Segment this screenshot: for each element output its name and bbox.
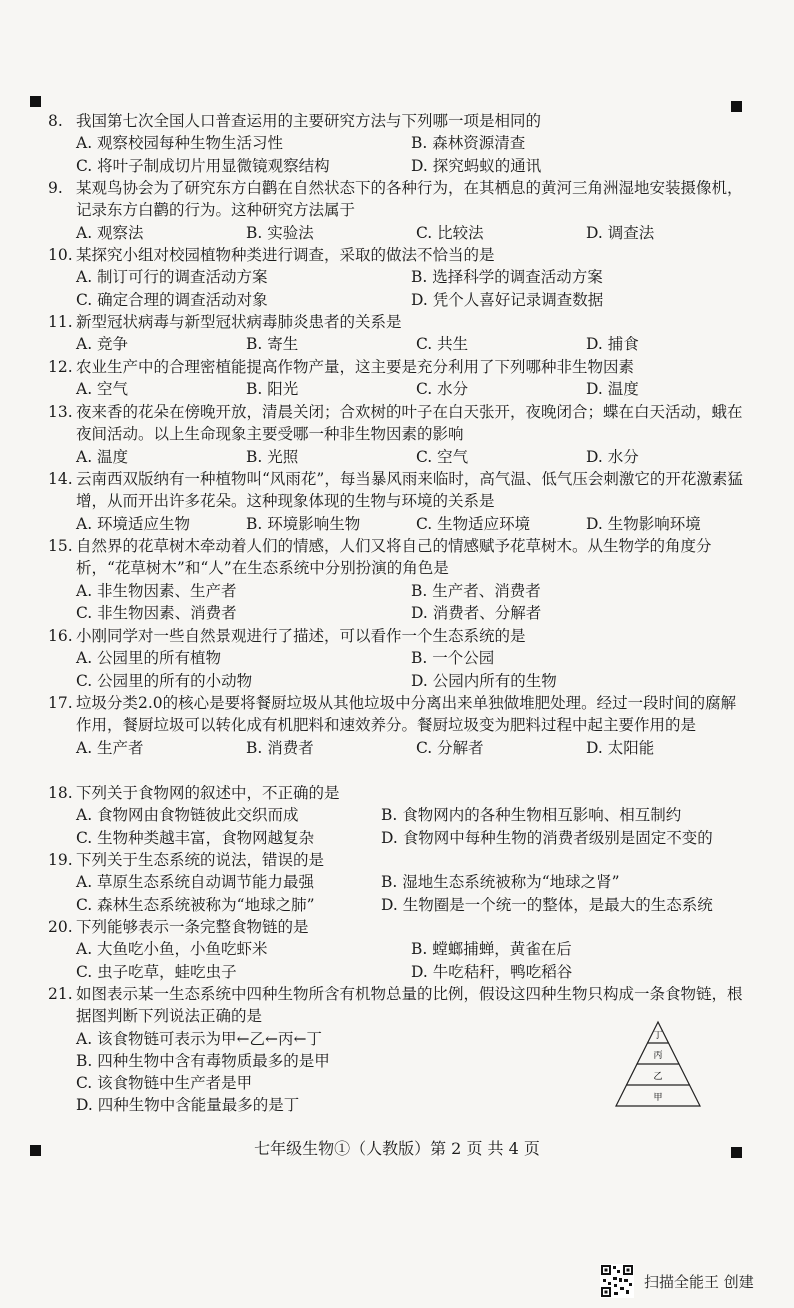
option-b: B. 消费者 bbox=[246, 738, 314, 757]
question-stem: 自然界的花草树木牵动着人们的情感，人们又将自己的情感赋予花草树木。从生物学的角度分析，“花草树木”和“人”在生态系统中分别扮演的角色是 bbox=[76, 537, 712, 578]
question-number: 19. bbox=[48, 851, 73, 869]
option-c: C. 共生 bbox=[416, 335, 469, 354]
option-a: A. 非生物因素、生产者 bbox=[76, 581, 237, 600]
question-stem: 某观鸟协会为了研究东方白鹳在自然状态下的各种行为，在其栖息的黄河三角洲湿地安装摄像机，记录东方白鹳的行为。这种研究方法属于 bbox=[76, 179, 743, 220]
question-11 bbox=[48, 311, 748, 356]
option-d: D. 生物影响环境 bbox=[586, 514, 701, 533]
option-d: D. 生物圈是一个统一的整体，是最大的生态系统 bbox=[381, 895, 713, 914]
pyramid-label-yi: 乙 bbox=[653, 1072, 663, 1082]
registration-mark-top-left bbox=[30, 96, 41, 107]
option-c: C. 非生物因素、消费者 bbox=[76, 603, 237, 622]
option-b: B. 食物网内的各种生物相互影响、相互制约 bbox=[381, 806, 682, 825]
option-c: C. 分解者 bbox=[416, 738, 484, 757]
question-number: 15. bbox=[48, 537, 73, 555]
option-a: A. 公园里的所有植物 bbox=[76, 649, 222, 668]
question-number: 10. bbox=[48, 246, 73, 264]
question-14 bbox=[48, 468, 748, 535]
option-b: B. 四种生物中含有毒物质最多的是甲 bbox=[76, 1051, 330, 1070]
option-b: B. 森林资源清查 bbox=[411, 134, 526, 153]
option-a: A. 大鱼吃小鱼，小鱼吃虾米 bbox=[76, 940, 268, 959]
option-d: D. 四种生物中含能量最多的是丁 bbox=[76, 1096, 300, 1115]
option-d: D. 捕食 bbox=[586, 335, 639, 354]
organic-matter-pyramid-figure bbox=[614, 1020, 702, 1108]
option-d: D. 探究蚂蚁的通讯 bbox=[411, 156, 542, 175]
question-stem: 云南西双版纳有一种植物叫“风雨花”，每当暴风雨来临时，高气温、低气压会刺激它的开花激素猛增，从而开出许多花朵。这种现象体现的生物与环境的关系是 bbox=[76, 470, 743, 511]
question-number: 21. bbox=[48, 985, 73, 1003]
pyramid-label-jia: 甲 bbox=[653, 1093, 663, 1103]
question-stem: 下列能够表示一条完整食物链的是 bbox=[76, 918, 309, 936]
scanner-stamp-text: 扫描全能王 创建 bbox=[644, 1272, 754, 1291]
pyramid-label-ding: 丁 bbox=[653, 1031, 663, 1041]
question-number: 16. bbox=[48, 627, 73, 645]
option-d: D. 牛吃秸秆，鸭吃稻谷 bbox=[411, 962, 573, 981]
question-stem: 我国第七次全国人口普查运用的主要研究方法与下列哪一项是相同的 bbox=[76, 112, 542, 130]
option-d: D. 食物网中每种生物的消费者级别是固定不变的 bbox=[381, 828, 713, 847]
option-c: C. 将叶子制成切片用显微镜观察结构 bbox=[76, 156, 330, 175]
question-number: 8. bbox=[48, 112, 63, 130]
qr-code-icon bbox=[600, 1264, 634, 1298]
option-d: D. 水分 bbox=[586, 447, 639, 466]
option-b: B. 螳螂捕蝉，黄雀在后 bbox=[411, 940, 572, 959]
question-13 bbox=[48, 401, 748, 468]
option-a: A. 生产者 bbox=[76, 738, 144, 757]
option-c: C. 空气 bbox=[416, 447, 469, 466]
option-b: B. 选择科学的调查活动方案 bbox=[411, 268, 603, 287]
option-a: A. 环境适应生物 bbox=[76, 514, 191, 533]
option-b: B. 湿地生态系统被称为“地球之肾” bbox=[381, 873, 620, 892]
question-number: 13. bbox=[48, 403, 73, 421]
question-18 bbox=[48, 782, 748, 849]
option-a: A. 草原生态系统自动调节能力最强 bbox=[76, 873, 315, 892]
option-a: A. 观察法 bbox=[76, 223, 144, 242]
question-number: 11. bbox=[48, 313, 73, 331]
option-b: B. 实验法 bbox=[246, 223, 314, 242]
question-stem: 夜来香的花朵在傍晚开放，清晨关闭；合欢树的叶子在白天张开，夜晚闭合；蝶在白天活动，蛾在夜间活动。以上生命现象主要受哪一种非生物因素的影响 bbox=[76, 403, 743, 444]
option-b: B. 生产者、消费者 bbox=[411, 581, 541, 600]
option-d: D. 调查法 bbox=[586, 223, 655, 242]
option-d: D. 消费者、分解者 bbox=[411, 603, 542, 622]
scanner-watermark bbox=[600, 1264, 754, 1298]
question-number: 17. bbox=[48, 694, 73, 712]
option-c: C. 生物适应环境 bbox=[416, 514, 531, 533]
question-8 bbox=[48, 110, 748, 177]
option-b: B. 寄生 bbox=[246, 335, 299, 354]
option-a: A. 温度 bbox=[76, 447, 129, 466]
question-15 bbox=[48, 535, 748, 624]
option-a: A. 竞争 bbox=[76, 335, 129, 354]
option-c: C. 该食物链中生产者是甲 bbox=[76, 1074, 253, 1093]
question-10 bbox=[48, 244, 748, 311]
question-number: 9. bbox=[48, 179, 63, 197]
option-b: B. 光照 bbox=[246, 447, 299, 466]
option-d: D. 公园内所有的生物 bbox=[411, 671, 557, 690]
option-a: A. 食物网由食物链彼此交织而成 bbox=[76, 806, 299, 825]
question-16 bbox=[48, 625, 748, 692]
option-a: A. 观察校园每种生物生活习性 bbox=[76, 134, 284, 153]
option-b: B. 环境影响生物 bbox=[246, 514, 361, 533]
question-17 bbox=[48, 692, 748, 759]
pyramid-label-bing: 丙 bbox=[653, 1051, 663, 1061]
option-a: A. 该食物链可表示为甲←乙←丙←丁 bbox=[76, 1029, 323, 1048]
option-c: C. 公园里的所有的小动物 bbox=[76, 671, 253, 690]
option-c: C. 比较法 bbox=[416, 223, 484, 242]
question-stem: 小刚同学对一些自然景观进行了描述，可以看作一个生态系统的是 bbox=[76, 627, 526, 645]
page-footer: 七年级生物①（人教版）第 2 页 共 4 页 bbox=[254, 1139, 540, 1158]
option-a: A. 空气 bbox=[76, 380, 129, 399]
option-c: C. 生物种类越丰富，食物网越复杂 bbox=[76, 828, 315, 847]
option-c: C. 虫子吃草，蛙吃虫子 bbox=[76, 962, 237, 981]
option-c: C. 确定合理的调查活动对象 bbox=[76, 290, 268, 309]
question-number: 12. bbox=[48, 358, 73, 376]
question-number: 20. bbox=[48, 918, 73, 936]
question-number: 14. bbox=[48, 470, 73, 488]
option-d: D. 温度 bbox=[586, 380, 639, 399]
question-number: 18. bbox=[48, 784, 73, 802]
question-stem: 下列关于生态系统的说法，错误的是 bbox=[76, 851, 325, 869]
question-stem: 垃圾分类2.0的核心是要将餐厨垃圾从其他垃圾中分离出来单独做堆肥处理。经过一段时间的腐解作用，餐厨垃圾可以转化成有机肥料和速效养分。餐厨垃圾变为肥料过程中起主要作用的是 bbox=[76, 694, 737, 735]
option-d: D. 凭个人喜好记录调查数据 bbox=[411, 290, 604, 309]
question-stem: 下列关于食物网的叙述中，不正确的是 bbox=[76, 784, 340, 802]
option-c: C. 水分 bbox=[416, 380, 469, 399]
question-stem: 农业生产中的合理密植能提高作物产量，这主要是充分利用了下列哪种非生物因素 bbox=[76, 358, 635, 376]
question-19 bbox=[48, 849, 748, 916]
option-c: C. 森林生态系统被称为“地球之肺” bbox=[76, 895, 315, 914]
question-stem: 某探究小组对校园植物种类进行调查，采取的做法不恰当的是 bbox=[76, 246, 495, 264]
option-b: B. 一个公园 bbox=[411, 649, 495, 668]
option-a: A. 制订可行的调查活动方案 bbox=[76, 268, 268, 287]
option-d: D. 太阳能 bbox=[586, 738, 655, 757]
question-20 bbox=[48, 916, 748, 983]
question-9 bbox=[48, 177, 748, 244]
option-b: B. 阳光 bbox=[246, 380, 299, 399]
question-12 bbox=[48, 356, 748, 401]
question-stem: 新型冠状病毒与新型冠状病毒肺炎患者的关系是 bbox=[76, 313, 402, 331]
question-stem: 如图表示某一生态系统中四种生物所含有机物总量的比例，假设这四种生物只构成一条食物链，根据图判断下列说法正确的是 bbox=[76, 985, 743, 1026]
